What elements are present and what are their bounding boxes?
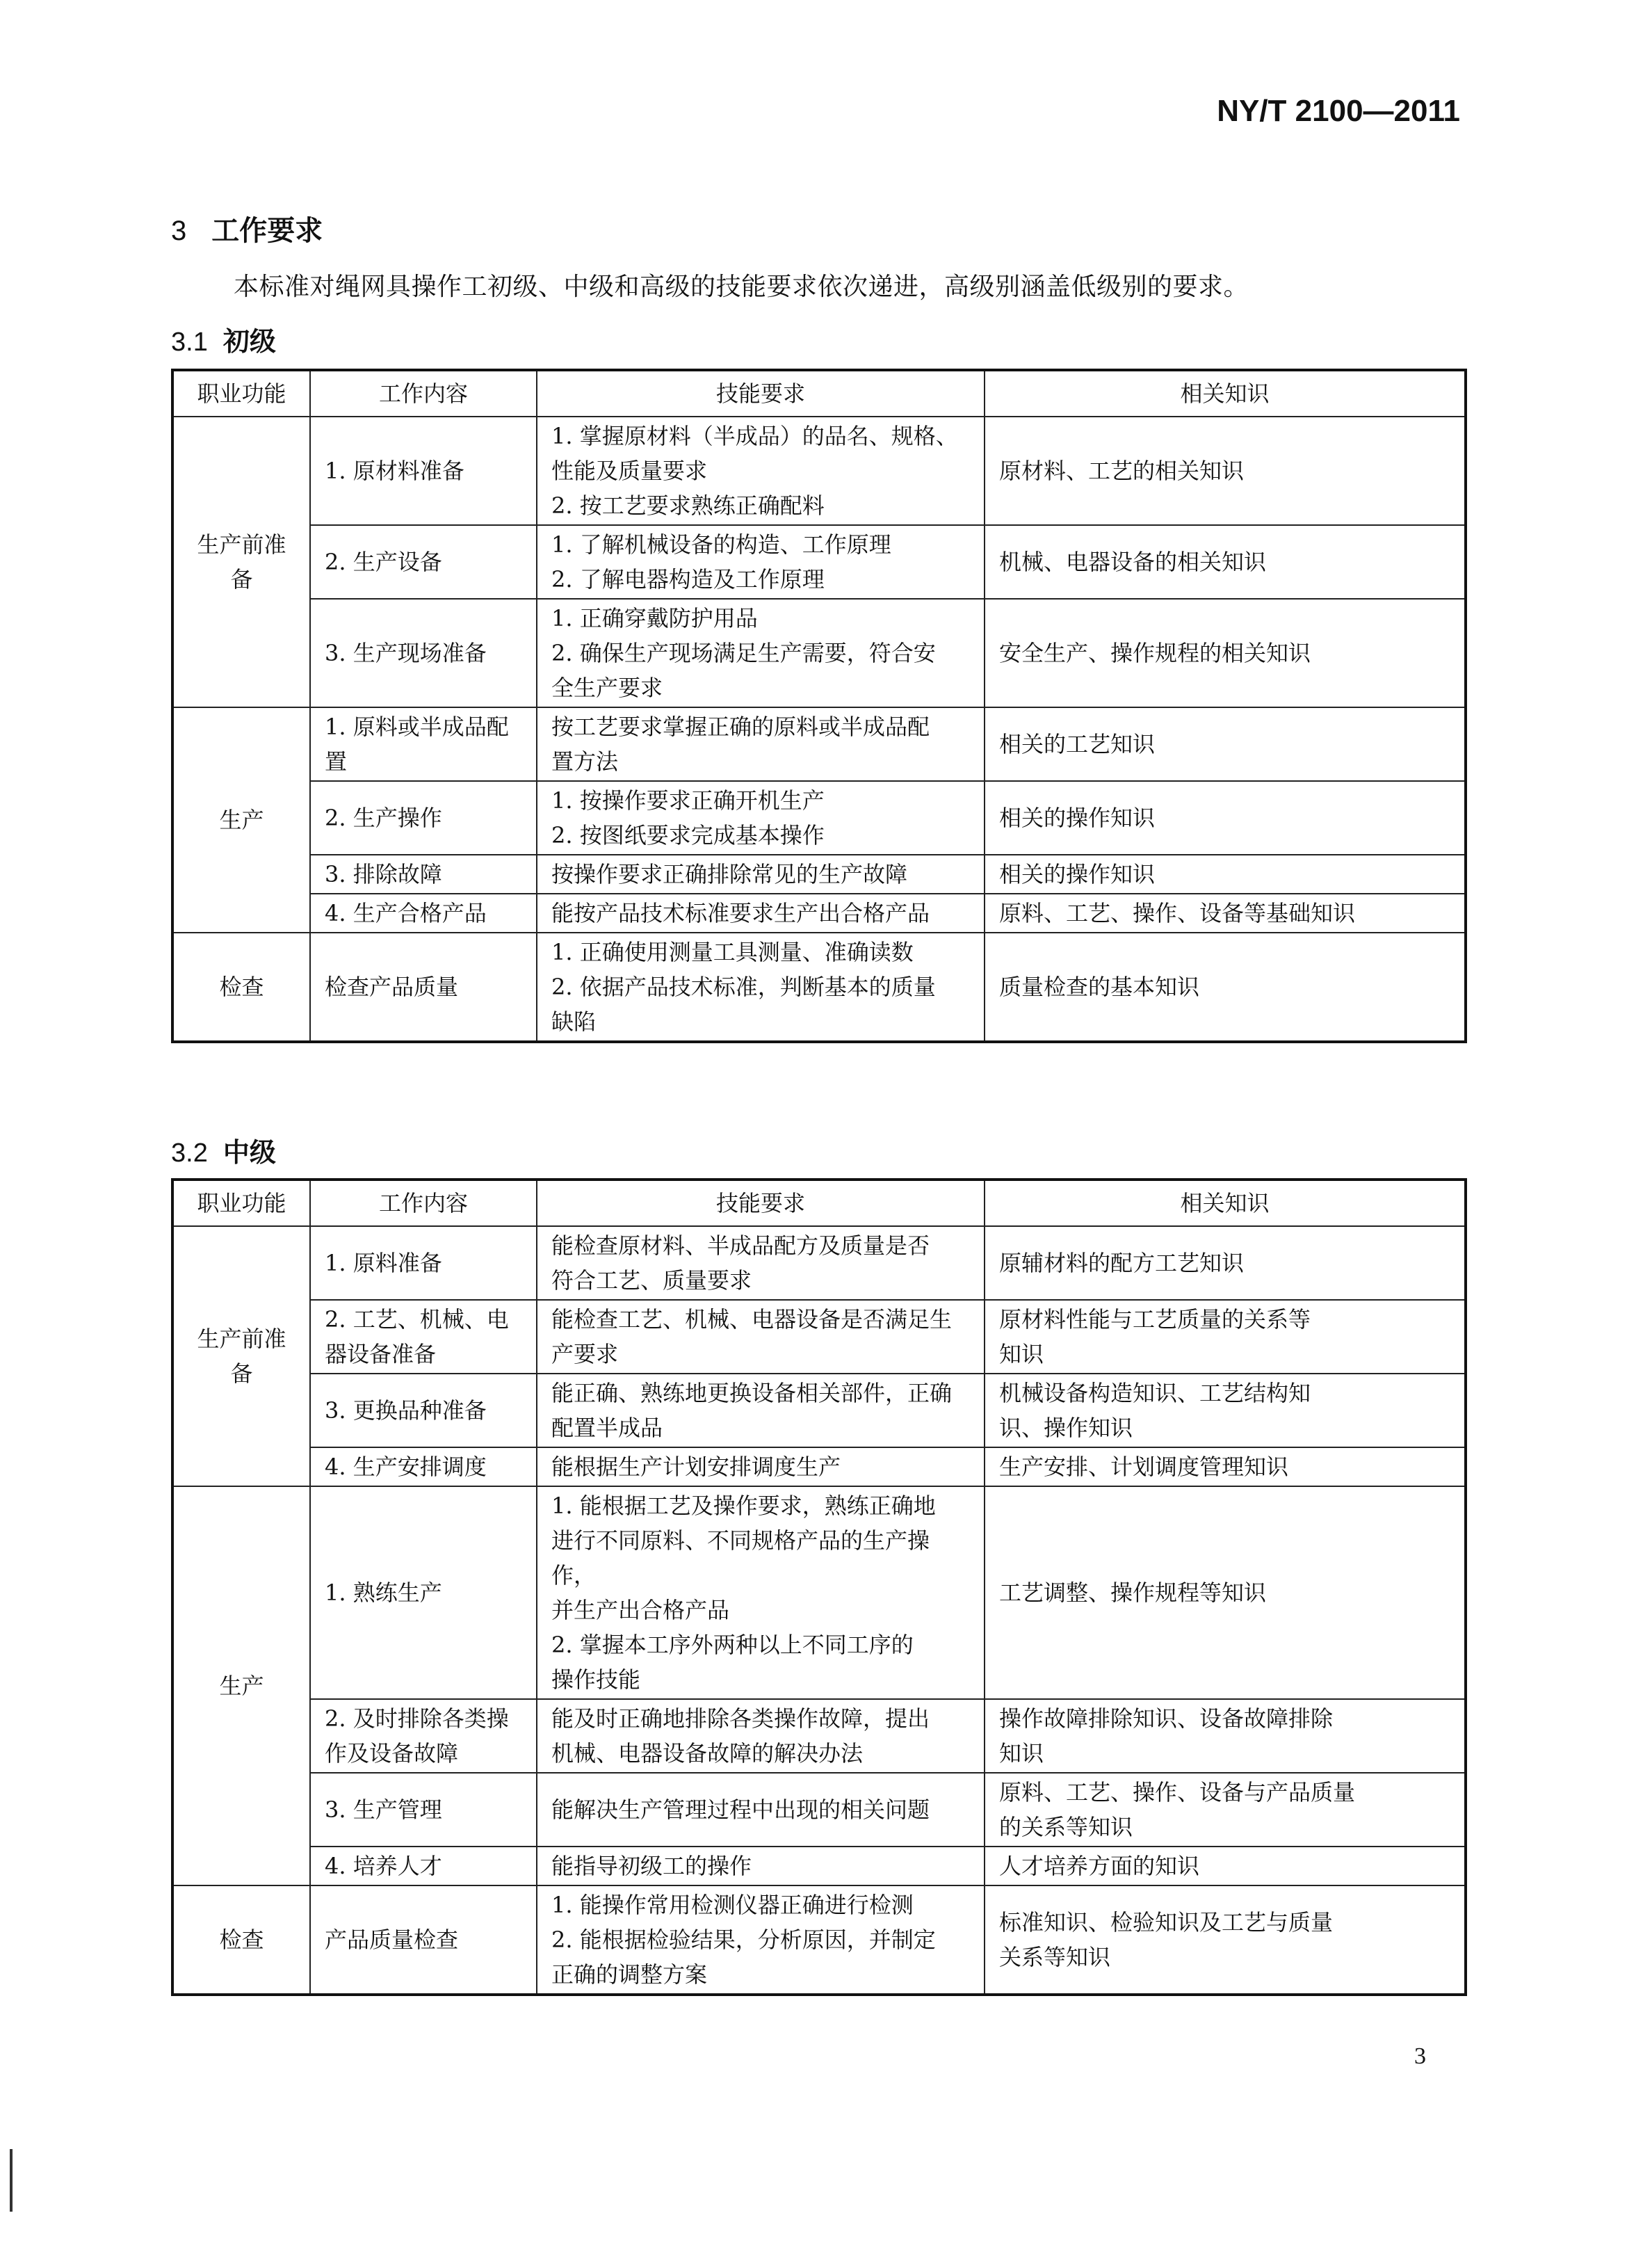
skill-requirement-cell xyxy=(537,894,985,933)
table-row xyxy=(172,417,1466,525)
skill-requirement-cell xyxy=(537,1226,985,1300)
skill-line: 1. 能根据工艺及操作要求，熟练正确地 xyxy=(551,1493,936,1519)
skill-line: 2. 能根据检验结果，分析原因，并制定 xyxy=(551,1927,936,1953)
work-content-cell: 1. 熟练生产 xyxy=(310,1486,537,1699)
knowledge-line: 工艺调整、操作规程等知识 xyxy=(999,1579,1267,1606)
table-row xyxy=(172,855,1466,894)
work-content-cell: 1. 原料准备 xyxy=(310,1226,537,1300)
skill-line: 1. 了解机械设备的构造、工作原理 xyxy=(551,531,891,558)
column-header: 相关知识 xyxy=(985,1180,1466,1226)
knowledge-line: 相关的操作知识 xyxy=(999,805,1156,831)
intermediate-requirements-table xyxy=(171,1178,1467,1996)
table-row xyxy=(172,1447,1466,1486)
knowledge-line: 的关系等知识 xyxy=(999,1814,1133,1840)
function-cell: 生产前准备 xyxy=(172,417,310,707)
skill-requirement-cell xyxy=(537,1374,985,1447)
related-knowledge-cell xyxy=(985,1447,1466,1486)
work-content-cell: 3. 生产现场准备 xyxy=(310,599,537,707)
skill-line: 按工艺要求掌握正确的原料或半成品配 xyxy=(551,714,930,740)
work-content-cell: 2. 工艺、机械、电器设备准备 xyxy=(310,1300,537,1374)
related-knowledge-cell xyxy=(985,1300,1466,1374)
skill-line: 能解决生产管理过程中出现的相关问题 xyxy=(551,1796,930,1823)
knowledge-line: 原料、工艺、操作、设备与产品质量 xyxy=(999,1779,1356,1805)
related-knowledge-cell xyxy=(985,707,1466,781)
skill-line: 2. 掌握本工序外两种以上不同工序的 xyxy=(551,1632,914,1658)
knowledge-line: 标准知识、检验知识及工艺与质量 xyxy=(999,1909,1334,1936)
skill-line: 缺陷 xyxy=(551,1008,597,1035)
work-content-cell: 2. 生产操作 xyxy=(310,781,537,855)
knowledge-line: 机械、电器设备的相关知识 xyxy=(999,549,1267,575)
knowledge-line: 机械设备构造知识、工艺结构知 xyxy=(999,1380,1311,1406)
column-header: 技能要求 xyxy=(537,1180,985,1226)
skill-line: 2. 了解电器构造及工作原理 xyxy=(551,566,825,593)
related-knowledge-cell xyxy=(985,1885,1466,1995)
skill-line: 2. 按工艺要求熟练正确配料 xyxy=(551,492,825,519)
skill-line: 1. 掌握原材料（半成品）的品名、规格、 xyxy=(551,423,958,449)
table-row xyxy=(172,1885,1466,1995)
related-knowledge-cell xyxy=(985,1374,1466,1447)
skill-line: 2. 按图纸要求完成基本操作 xyxy=(551,822,825,848)
skill-line: 正确的调整方案 xyxy=(551,1961,708,1988)
section-title: 工作要求 xyxy=(211,214,323,247)
skill-line: 能正确、熟练地更换设备相关部件，正确 xyxy=(551,1380,953,1406)
skill-requirement-cell xyxy=(537,1847,985,1885)
knowledge-line: 关系等知识 xyxy=(999,1944,1111,1970)
related-knowledge-cell xyxy=(985,781,1466,855)
knowledge-line: 原材料性能与工艺质量的关系等 xyxy=(999,1306,1311,1333)
knowledge-line: 原辅材料的配方工艺知识 xyxy=(999,1250,1245,1276)
junior-requirements-table xyxy=(171,369,1467,1043)
skill-requirement-cell xyxy=(537,1699,985,1773)
junior-table-body xyxy=(172,370,1466,1042)
skill-line: 1. 正确使用测量工具测量、准确读数 xyxy=(551,939,914,965)
skill-line: 能及时正确地排除各类操作故障，提出 xyxy=(551,1705,930,1732)
skill-requirement-cell xyxy=(537,707,985,781)
skill-line: 符合工艺、质量要求 xyxy=(551,1267,752,1294)
knowledge-line: 原材料、工艺的相关知识 xyxy=(999,458,1245,484)
page-number: 3 xyxy=(1414,2043,1426,2069)
table-row xyxy=(172,933,1466,1042)
related-knowledge-cell xyxy=(985,525,1466,599)
skill-line: 置方法 xyxy=(551,748,619,775)
skill-line: 2. 依据产品技术标准，判断基本的质量 xyxy=(551,974,936,1000)
work-content-cell: 检查产品质量 xyxy=(310,933,537,1042)
skill-requirement-cell xyxy=(537,599,985,707)
work-content-cell: 产品质量检查 xyxy=(310,1885,537,1995)
skill-requirement-cell xyxy=(537,417,985,525)
related-knowledge-cell xyxy=(985,1486,1466,1699)
work-content-cell: 3. 生产管理 xyxy=(310,1773,537,1847)
table-row xyxy=(172,781,1466,855)
skill-line: 并生产出合格产品 xyxy=(551,1597,730,1623)
section-intro: 本标准对绳网具操作工初级、中级和高级的技能要求依次递进，高级别涵盖低级别的要求。 xyxy=(234,273,1249,301)
knowledge-line: 原料、工艺、操作、设备等基础知识 xyxy=(999,900,1356,926)
skill-line: 进行不同原料、不同规格产品的生产操作， xyxy=(551,1527,930,1589)
intermediate-heading xyxy=(171,1131,276,1169)
section-heading xyxy=(171,209,323,248)
intermediate-title: 中级 xyxy=(222,1136,276,1168)
table-row xyxy=(172,1486,1466,1699)
skill-line: 能指导初级工的操作 xyxy=(551,1853,752,1879)
intermediate-table-body xyxy=(172,1180,1466,1995)
knowledge-line: 生产安排、计划调度管理知识 xyxy=(999,1454,1289,1480)
function-cell: 生产 xyxy=(172,1486,310,1885)
related-knowledge-cell xyxy=(985,599,1466,707)
function-cell: 检查 xyxy=(172,1885,310,1995)
work-content-cell: 4. 生产安排调度 xyxy=(310,1447,537,1486)
skill-requirement-cell xyxy=(537,781,985,855)
table-row xyxy=(172,1374,1466,1447)
work-content-cell: 1. 原材料准备 xyxy=(310,417,537,525)
skill-line: 性能及质量要求 xyxy=(551,458,708,484)
skill-requirement-cell xyxy=(537,1447,985,1486)
table-row xyxy=(172,1300,1466,1374)
related-knowledge-cell xyxy=(985,1847,1466,1885)
related-knowledge-cell xyxy=(985,933,1466,1042)
related-knowledge-cell xyxy=(985,855,1466,894)
knowledge-line: 安全生产、操作规程的相关知识 xyxy=(999,640,1311,666)
table-row xyxy=(172,1226,1466,1300)
skill-requirement-cell xyxy=(537,525,985,599)
skill-line: 配置半成品 xyxy=(551,1415,663,1441)
knowledge-line: 知识 xyxy=(999,1740,1044,1767)
skill-line: 1. 能操作常用检测仪器正确进行检测 xyxy=(551,1892,914,1918)
work-content-cell: 3. 更换品种准备 xyxy=(310,1374,537,1447)
knowledge-line: 识、操作知识 xyxy=(999,1415,1133,1441)
work-content-cell: 2. 生产设备 xyxy=(310,525,537,599)
skill-line: 能按产品技术标准要求生产出合格产品 xyxy=(551,900,930,926)
work-content-cell: 1. 原料或半成品配置 xyxy=(310,707,537,781)
skill-line: 2. 确保生产现场满足生产需要，符合安 xyxy=(551,640,936,666)
table-row xyxy=(172,707,1466,781)
work-content-cell: 4. 生产合格产品 xyxy=(310,894,537,933)
intermediate-number: 3.2 xyxy=(171,1139,208,1168)
junior-heading xyxy=(171,320,276,358)
table-row xyxy=(172,1847,1466,1885)
function-cell: 检查 xyxy=(172,933,310,1042)
standard-code: NY/T 2100—2011 xyxy=(1217,94,1460,128)
table-row xyxy=(172,1773,1466,1847)
knowledge-line: 相关的操作知识 xyxy=(999,861,1156,887)
junior-title: 初级 xyxy=(222,325,276,357)
table-header-row xyxy=(172,370,1466,417)
knowledge-line: 知识 xyxy=(999,1341,1044,1367)
table-row xyxy=(172,599,1466,707)
skill-line: 按操作要求正确排除常见的生产故障 xyxy=(551,861,908,887)
function-cell: 生产 xyxy=(172,707,310,933)
skill-line: 机械、电器设备故障的解决办法 xyxy=(551,1740,864,1767)
skill-requirement-cell xyxy=(537,1300,985,1374)
function-cell: 生产前准备 xyxy=(172,1226,310,1486)
skill-line: 产要求 xyxy=(551,1341,619,1367)
column-header: 工作内容 xyxy=(310,1180,537,1226)
column-header: 技能要求 xyxy=(537,370,985,417)
skill-requirement-cell xyxy=(537,1773,985,1847)
column-header: 相关知识 xyxy=(985,370,1466,417)
knowledge-line: 质量检查的基本知识 xyxy=(999,974,1200,1000)
related-knowledge-cell xyxy=(985,1226,1466,1300)
junior-number: 3.1 xyxy=(171,328,208,357)
skill-line: 能根据生产计划安排调度生产 xyxy=(551,1454,841,1480)
related-knowledge-cell xyxy=(985,894,1466,933)
column-header: 工作内容 xyxy=(310,370,537,417)
skill-line: 能检查原材料、半成品配方及质量是否 xyxy=(551,1232,930,1259)
skill-line: 1. 正确穿戴防护用品 xyxy=(551,605,758,632)
table-row xyxy=(172,525,1466,599)
skill-requirement-cell xyxy=(537,933,985,1042)
skill-line: 能检查工艺、机械、电器设备是否满足生 xyxy=(551,1306,953,1333)
work-content-cell: 3. 排除故障 xyxy=(310,855,537,894)
table-row xyxy=(172,894,1466,933)
skill-requirement-cell xyxy=(537,1486,985,1699)
knowledge-line: 操作故障排除知识、设备故障排除 xyxy=(999,1705,1334,1732)
column-header: 职业功能 xyxy=(172,370,310,417)
work-content-cell: 2. 及时排除各类操作及设备故障 xyxy=(310,1699,537,1773)
column-header: 职业功能 xyxy=(172,1180,310,1226)
skill-requirement-cell xyxy=(537,855,985,894)
skill-line: 操作技能 xyxy=(551,1666,641,1693)
table-row xyxy=(172,1699,1466,1773)
knowledge-line: 相关的工艺知识 xyxy=(999,731,1156,757)
work-content-cell: 4. 培养人才 xyxy=(310,1847,537,1885)
table-header-row xyxy=(172,1180,1466,1226)
section-number: 3 xyxy=(171,216,187,246)
related-knowledge-cell xyxy=(985,1773,1466,1847)
knowledge-line: 人才培养方面的知识 xyxy=(999,1853,1200,1879)
skill-line: 全生产要求 xyxy=(551,675,663,701)
related-knowledge-cell xyxy=(985,417,1466,525)
related-knowledge-cell xyxy=(985,1699,1466,1773)
skill-requirement-cell xyxy=(537,1885,985,1995)
skill-line: 1. 按操作要求正确开机生产 xyxy=(551,787,825,814)
scan-margin-mark xyxy=(10,2149,13,2212)
